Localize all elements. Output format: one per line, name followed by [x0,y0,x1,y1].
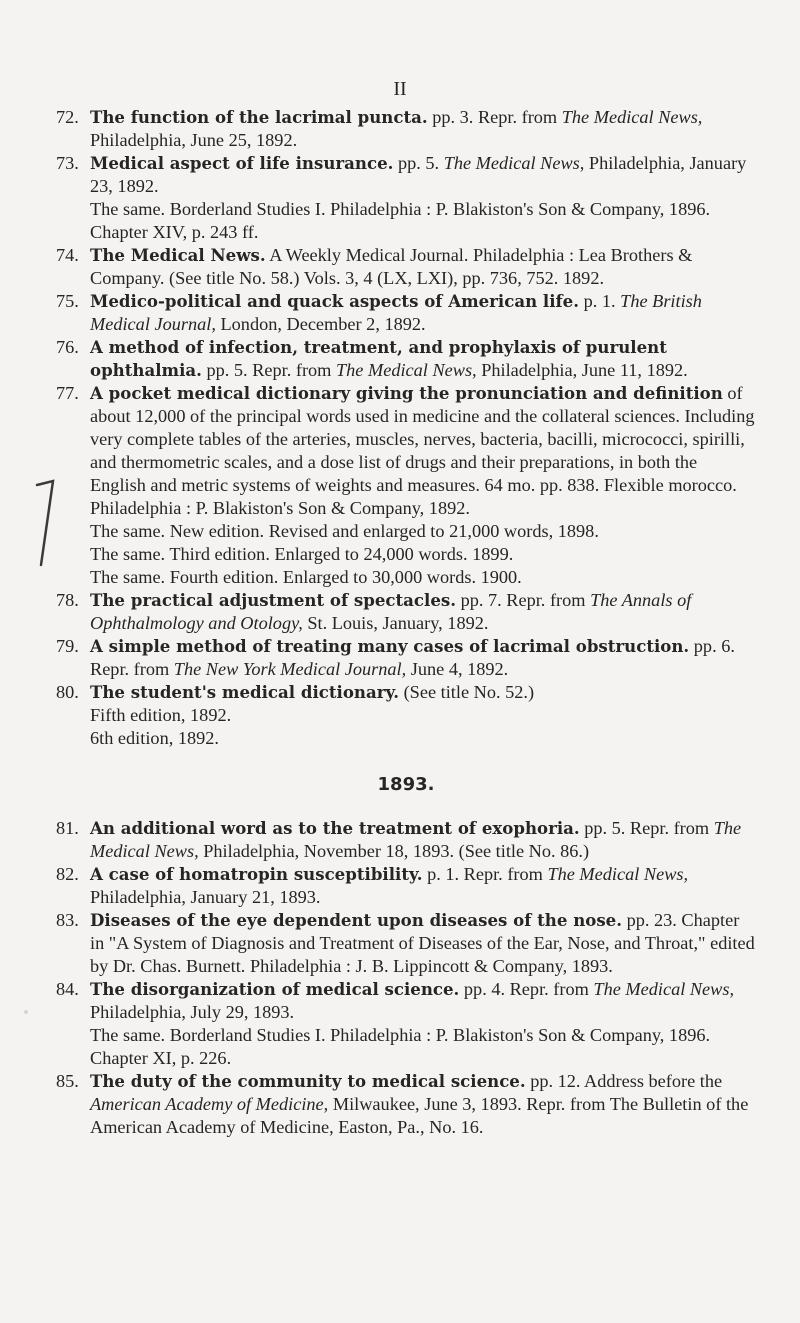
entry-title: The disorganization of medical science. [90,979,460,999]
entry-source-details: Philadelphia, July 29, 1893. [90,1002,295,1022]
entry-title: The practical adjustment of spectacles. [90,590,456,610]
entry-source-details: Philadelphia, November 18, 1893. (See title No. 86.) [198,841,590,861]
entry-source-details: London, December 2, 1892. [215,314,426,334]
bibliography-entry [56,1070,756,1139]
entry-title: A simple method of treating many cases of lacrimal obstruction. [90,636,690,656]
entry-edition: The same. Borderland Studies I. Philadelphia : P. Blakiston's Son & Company, 1896. Chapter XIV, p. 243 ff. [90,199,711,242]
entry-source: The Medical News, [90,818,742,861]
bibliography-entry [56,152,756,244]
bibliography-entry [56,635,756,681]
entry-title: Diseases of the eye dependent upon diseases of the nose. [90,910,623,930]
bibliography-entry [56,382,756,589]
entry-details: p. 1. Repr. from [422,864,548,884]
entry-title: A method of infection, treatment, and prophylaxis of purulent ophthalmia. [90,337,667,380]
entry-details: pp. 5. [393,153,444,173]
bibliography-entry [56,681,756,750]
entry-edition: The same. Third edition. Enlarged to 24,000 words. 1899. [90,544,514,564]
entry-number: 75. [56,291,79,311]
entries-1893 [56,817,756,1139]
entry-source-details: Philadelphia, January 23, 1892. [90,153,747,196]
year-heading: 1893. [377,774,435,795]
entry-edition: 6th edition, 1892. [90,728,219,748]
entry-source: The Medical News, [335,360,477,380]
entry-details: pp. 5. Repr. from [201,360,336,380]
entry-title: A pocket medical dictionary giving the pronunciation and definition [90,383,723,403]
entry-number: 85. [56,1071,79,1091]
entry-details: pp. 12. Address before the [525,1071,723,1091]
entry-number: 81. [56,818,79,838]
entry-number: 79. [56,636,79,656]
entry-number: 80. [56,682,79,702]
bibliography-entry [56,978,756,1070]
bibliography-entry [56,290,756,336]
entry-source: The Medical News, [547,864,689,884]
entry-source-details: St. Louis, January, 1892. [302,613,489,633]
entry-details: pp. 7. Repr. from [456,590,591,610]
entries-1892 [56,106,756,750]
entry-source-details: Philadelphia, January 21, 1893. [90,887,321,907]
entry-edition: The same. Borderland Studies I. Philadelphia : P. Blakiston's Son & Company, 1896. Chapter XI, p. 226. [90,1025,711,1068]
entry-title: Medical aspect of life insurance. [90,153,394,173]
bibliography-entry [56,244,756,290]
bibliography-entry [56,106,756,152]
entry-title: The student's medical dictionary. [90,682,399,702]
entry-title: Medico-political and quack aspects of American life. [90,291,580,311]
entry-number: 73. [56,153,79,173]
entry-details: p. 1. [579,291,621,311]
entry-details: pp. 23. Chapter in "A System of Diagnosis and Treatment of Diseases of the Ear, Nose, and Throat," edited by Dr. Chas. Burnett. Philadelphia : J. B. Lippincott & Company, 1893. [90,910,755,976]
entry-source: The New York Medical Journal, [173,659,407,679]
entry-title: An additional word as to the treatment of exophoria. [90,818,580,838]
entry-source: The Medical News, [443,153,585,173]
entry-source: The Medical News, [561,107,703,127]
entry-number: 83. [56,910,79,930]
entry-source-details: Philadelphia, June 11, 1892. [476,360,688,380]
entry-details: (See title No. 52.) [399,682,535,702]
entry-source: American Academy of Medicine, [90,1094,329,1114]
entry-details: pp. 3. Repr. from [427,107,562,127]
entry-number: 76. [56,337,79,357]
bibliography-entry [56,817,756,863]
bibliography-entry [56,336,756,382]
bibliography-entry [56,863,756,909]
entry-details: of about 12,000 of the principal words used in medicine and the collateral sciences. Including very complete tables of the arteries, muscles, nerves, bacteria, bacilli, micrococci, spirilli, and thermometric scales, and a dose list of drugs and their preparations, in both the English and metric systems of weights and measures. 64 mo. pp. 838. Flexible morocco. Philadelphia : P. Blakiston's Son & Company, 1892. [90,383,755,518]
bibliography-content [56,106,756,1139]
entry-number: 82. [56,864,79,884]
entry-edition: The same. New edition. Revised and enlarged to 21,000 words, 1898. [90,521,599,541]
entry-source: The Annals of Ophthalmology and Otology, [90,590,692,633]
entry-number: 72. [56,107,79,127]
entry-source-details: Philadelphia, June 25, 1892. [90,130,298,150]
entry-number: 84. [56,979,79,999]
entry-details: pp. 6. Repr. from [90,636,735,679]
entry-edition: Fifth edition, 1892. [90,705,232,725]
entry-number: 74. [56,245,79,265]
entry-title: The function of the lacrimal puncta. [90,107,428,127]
entry-source-details: June 4, 1892. [406,659,509,679]
entry-title: The duty of the community to medical science. [90,1071,526,1091]
entry-source: The Medical News, [593,979,735,999]
entry-number: 78. [56,590,79,610]
bibliography-entry [56,909,756,978]
entry-edition: The same. Fourth edition. Enlarged to 30,000 words. 1900. [90,567,522,587]
entry-title: A case of homatropin susceptibility. [90,864,423,884]
entry-source: The British Medical Journal, [90,291,702,334]
entry-details: A Weekly Medical Journal. Philadelphia : Lea Brothers & Company. (See title No. 58.) Vols. 3, 4 (LX, LXI), pp. 736, 752. 1892. [90,245,693,288]
entry-number: 77. [56,383,79,403]
page-number: II [393,78,407,100]
entry-details: pp. 4. Repr. from [459,979,594,999]
bibliography-entry [56,589,756,635]
entry-title: The Medical News. [90,245,266,265]
entry-source-details: Milwaukee, June 3, 1893. Repr. from The Bulletin of the American Academy of Medicine, Easton, Pa., No. 16. [90,1094,749,1137]
stray-mark [24,1010,28,1014]
entry-details: pp. 5. Repr. from [579,818,714,838]
